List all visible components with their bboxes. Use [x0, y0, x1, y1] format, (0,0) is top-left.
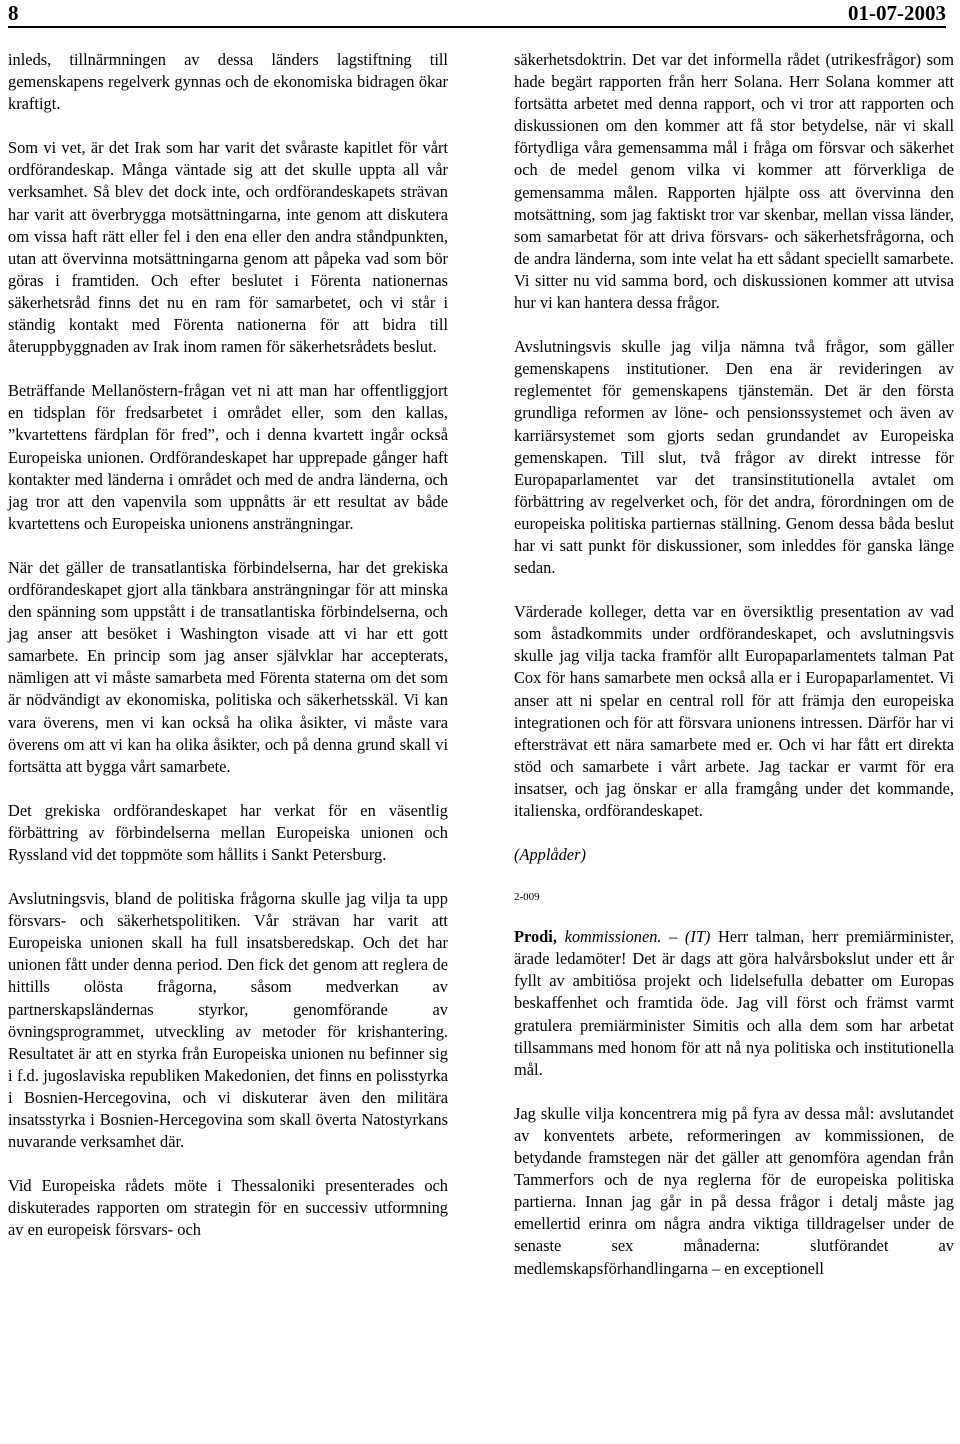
paragraph: Det grekiska ordförandeskapet har verkat för en väsentlig förbättring av förbindelserna mellan Europeiska unionen och Ryssland vid det toppmöte som hållits i Sankt Petersburg.	[8, 800, 448, 864]
speech-text: Herr talman, herr premiärminister, ärade ledamöter! Det är dags att göra halvårsbokslut under ett år fyllt av ambitiösa projekt och lidelsefulla debatter om Europas beskaffenhet och framtida öde. Jag vill först och främst varmt gratulera premiärminister Simitis och alla dem som har arbetat tillsammans med honom för att nå nya politiska och institutionella mål.	[514, 927, 954, 1079]
speech-paragraph	[514, 926, 954, 1081]
paragraph: inleds, tillnärmningen av dessa länders lagstiftning till gemenskapens regelverk gynnas och de ekonomiska bidragen ökar kraftigt.	[8, 50, 448, 114]
paragraph: säkerhetsdoktrin. Det var det informella rådet (utrikesfrågor) som hade begärt rapporten från herr Solana. Herr Solana kommer att fortsätta arbetet med denna rapport, och vi tror att rapporten och diskussionen om den kommer att få stor betydelse, när vi skall förtydliga våra gemensamma mål i fråga om försvar och säkerhet och de medel genom vilka vi kommer att förverkliga de gemensamma målen. Rapporten hjälpte oss att övervinna den motsättning, som jag faktiskt tror var skenbar, mellan vissa länder, som samarbetat för att driva försvars- och säkerhetsfrågorna, och de andra länderna, som inte velat ha ett sådant speciellt samarbete. Vi sitter nu vid samma bord, och diskussionen kommer att utvisa hur vi kan hantera dessa frågor.	[514, 50, 954, 313]
paragraph: Avslutningsvis skulle jag vilja nämna två frågor, som gäller gemenskapens institutioner. Den ena är revideringen av reglementet för gemenskapens tjänstemän. Det är den första grundliga reformen av löne- och pensionssystemet och även av karriärsystemet som gjorts sedan grundandet av Europeiska gemenskapen. Till slut, två frågor av direkt intresse för Europaparlamentet var det transinstitutionella avtalet om förbättring av regelverket och, för det andra, förordningen om de europeiska politiska partiernas ställning. Genom dessa båda beslut har vi satt punkt för diskussioner, som inleddes för ganska länge sedan.	[514, 337, 954, 578]
left-column	[8, 49, 448, 1264]
page-header	[8, 0, 946, 28]
speaker-name: Prodi,	[514, 927, 557, 947]
paragraph: Som vi vet, är det Irak som har varit det svåraste kapitlet för vårt ordförandeskap. Många väntade sig att det skulle uppta all vår verksamhet. Så blev det dock inte, och ordförandeskapets strävan har varit att överbrygga motsättningarna, inte genom att diskutera om vissa haft rätt eller fel i den ena eller den andra ståndpunkten, utan att övervinna motsättningarna genom att påpeka vad som bör göras i framtiden. Och efter beslutet i Förenta nationernas säkerhetsråd finns det nu en ram för samarbetet, och vi står i ständig kontakt med Förenta nationerna för att bidra till återuppbyggnaden av Irak inom ramen för säkerhetsrådets beslut.	[8, 138, 448, 357]
paragraph: Värderade kolleger, detta var en översiktlig presentation av vad som åstadkommits under ordförandeskapet, och avslutningsvis skulle jag vilja tacka framför allt Europaparlamentets talman Pat Cox för hans samarbete men också alla er i Europaparlamentet. Vi anser att ni spelar en central roll för att främja den europeiska integrationen och för att försvara unionens intressen. Därför har vi eftersträvat ett nära samarbete med er. Och vi har fått ert direkta stöd och samarbete i vårt arbete. Jag tackar er varmt för era insatser, och jag önskar er alla framgång under det kommande, italienska, ordförandeskapet.	[514, 602, 954, 820]
paragraph: Avslutningsvis, bland de politiska frågorna skulle jag vilja ta upp försvars- och säkerhetspolitiken. Vår strävan har varit att Europeiska unionen skall ha full insatsberedskap. Och det har unionen fått under denna period. Den fick det genom att reglera de hittills olösta frågorna, såsom medverkan av partnerskapsländernas styrkor, genomförande av övningsprogrammet, utveckling av metoder för krishantering. Resultatet är att en styrka från Europeiska unionen nu befinner sig i f.d. jugoslaviska republiken Makedonien, det finns en polisstyrka i Bosnien-Hercegovina, och vi diskuterar även den militära insatsstyrka i Bosnien-Hercegovina som skall överta Natostyrkans nuvarande verksamhet där.	[8, 889, 448, 1152]
right-column	[514, 49, 954, 1302]
paragraph: Beträffande Mellanöstern-frågan vet ni att man har offentliggjort en tidsplan för fredsarbetet i området eller, som den kallas, ”kvartettens färdplan för fred”, och i denna kvartett ingår också Europeiska unionen. Ordförandeskapet har upprepade gånger haft kontakter med länderna i området och med de andra länderna, och jag tror att den vapenvila som uppnåtts är ett resultat av både kvartettens och Europeiska unionens ansträngningar.	[8, 381, 448, 533]
applause-note: (Applåder)	[514, 845, 586, 865]
paragraph: När det gäller de transatlantiska förbindelserna, har det grekiska ordförandeskapet gjort alla tänkbara ansträngningar för att minska den spänning som uppstått i de transatlantiska förbindelserna, och jag anser att besöket i Washington visade att vi har ett gott samarbete. En princip som jag anser självklar har accepterats, nämligen att vi måste samarbeta med Förenta staterna om det som är nödvändigt av ekonomiska, politiska och säkerhetsskäl. Vi kan vara överens, men vi kan också ha olika åsikter, vi måste vara överens om att vi kan ha olika åsikter, och på denna grund skall vi fortsätta att bygga vårt samarbete.	[8, 557, 448, 776]
session-date: 01-07-2003	[848, 1, 946, 25]
page-number: 8	[8, 1, 19, 25]
speaker-role: kommissionen.	[564, 927, 662, 947]
paragraph: Jag skulle vilja koncentrera mig på fyra av dessa mål: avslutandet av konventets arbete, reformeringen av kommissionen, de betydande framstegen när det gäller att genomföra agendan från Tammerfors och de nya reglerna för de europeiska politiska partierna. Innan jag går in på dessa frågor i detalj måste jag emellertid erinra om några andra viktiga tilldragelser under de senaste sex månaderna: slutförandet av medlemskapsförhandlingarna – en exceptionell	[514, 1103, 954, 1278]
paragraph: Vid Europeiska rådets möte i Thessaloniki presenterades och diskuterades rapporten om strategin för en successiv utformning av en europeisk försvars- och	[8, 1176, 448, 1240]
speaker-language: – (IT)	[669, 927, 711, 947]
speech-reference: 2-009	[514, 891, 540, 904]
